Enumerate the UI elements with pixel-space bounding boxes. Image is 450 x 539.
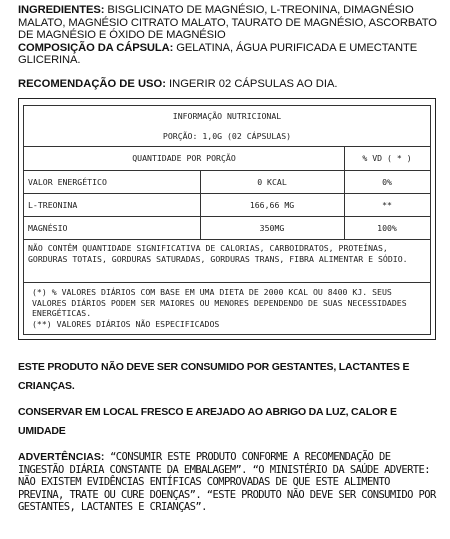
nutrition-note-daily-values: (*) % VALORES DIÁRIOS COM BASE EM UMA DIETA DE 2000 KCAL OU 8400 KJ. SEUS VALORES DIÁRIOS PODEM SER MAIORES OU MENORES DEPENDENDO DE SUAS NECESSIDADES ENERGÉTICAS. [32,287,407,318]
table-row [24,193,430,217]
row-name: VALOR ENERGÉTICO [28,176,107,187]
nutrition-note-significance: NÃO CONTÊM QUANTIDADE SIGNIFICATIVA DE CALORIAS, CARBOIDRATOS, PROTEÍNAS, GORDURAS TOTAIS, GORDURAS SATURADAS, GORDURAS TRANS, FIBRA ALIMENTAR E SÓDIO. [28,243,408,264]
row-quantity: 350MG [259,222,285,233]
row-quantity: 166,66 MG [249,199,295,210]
advertencias-section [18,451,438,514]
ingredients-section [18,4,438,67]
usage-text: INGERIR 02 CÁPSULAS AO DIA. [169,78,338,90]
row-vd: 0% [382,176,392,187]
advertencias-label: ADVERTÊNCIAS: [18,451,105,463]
header-vd: % VD ( * ) [362,153,412,163]
nutrition-header [24,106,430,147]
nutrition-portion: PORÇÃO: 1,0G (02 CÁPSULAS) [162,131,292,141]
pregnancy-warning: ESTE PRODUTO NÃO DEVE SER CONSUMIDO POR GESTANTES, LACTANTES E CRIANÇAS. [18,361,410,392]
advertencias-text: “CONSUMIR ESTE PRODUTO CONFORME A RECOMENDAÇÃO DE INGESTÃO DIÁRIA CONSTANTE DA EMBALAGEM”. “O MINISTÉRIO DA SAÚDE ADVERTE: NÃO EXISTEM EVIDÊNCIAS ENTÍFICAS COMPROVADAS DE QUE ESTE ALIMENTO PREVINA, TRATE OU CURE DOENÇAS”. “ESTE PRODUTO NÃO DEVE SER CONSUMIDO POR GESTANTES, LACTANTES E CRIANÇAS”. [18,451,436,513]
row-name: MAGNÉSIO [28,222,68,233]
ingredients-paragraph [18,4,438,42]
usage-label: RECOMENDAÇÃO DE USO: [18,78,166,90]
storage-warning: CONSERVAR EM LOCAL FRESCO E AREJADO AO ABRIGO DA LUZ, CALOR E UMIDADE [18,406,397,437]
nutrition-title: INFORMAÇÃO NUTRICIONAL [172,111,282,121]
usage-recommendation [18,78,438,91]
row-vd: ** [382,199,392,210]
ingredients-label: INGREDIENTES: [18,4,105,16]
capsule-label: COMPOSIÇÃO DA CÁPSULA: [18,41,174,54]
header-quantity: QUANTIDADE POR PORÇÃO [132,153,236,163]
nutrition-column-header [24,146,430,171]
capsule-paragraph [18,42,438,67]
nutrition-note-row [24,239,430,283]
nutrition-table-inner [23,105,431,335]
ingredients-text: BISGLICINATO DE MAGNÉSIO, L-TREONINA, DIMAGNÉSIO MALATO, MAGNÉSIO CITRATO MALATO, TAURATO DE MAGNÉSIO, ASCORBATO DE MAGNÉSIO E ÓXIDO DE MAGNÉSIO [18,4,437,42]
capsule-text: GELATINA, ÁGUA PURIFICADA E UMECTANTE GLICERINA. [18,41,418,67]
nutrition-note-unspecified: (**) VALORES DIÁRIOS NÃO ESPECIFICADOS [32,319,220,329]
row-name: L-TREONINA [28,199,78,210]
table-row [24,170,430,194]
nutrition-table [18,98,436,340]
row-quantity: 0 KCAL [257,176,287,187]
table-row [24,216,430,240]
row-vd: 100% [377,222,397,233]
